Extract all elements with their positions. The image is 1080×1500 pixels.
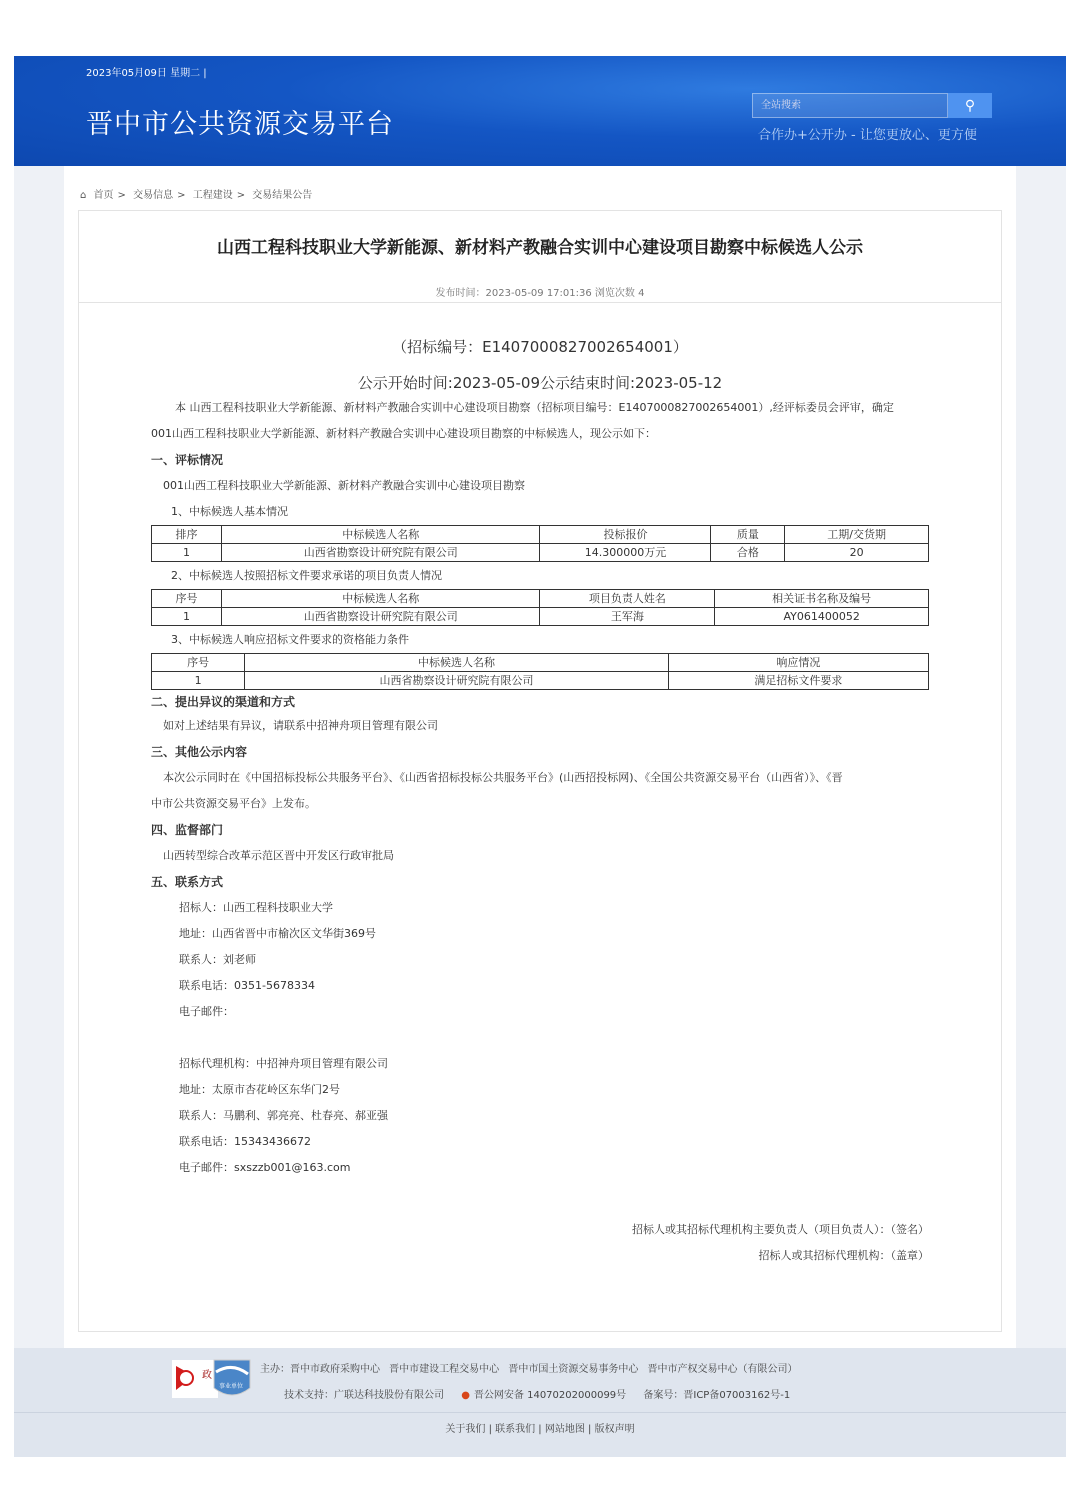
table-header: 中标候选人名称 [245, 654, 668, 672]
table-row [152, 608, 929, 626]
police-emblem-icon: ● [461, 1390, 470, 1401]
contact-line: 联系人：马鹏利、郭亮亮、杜春亮、郝亚强 [179, 1109, 388, 1122]
icp-record[interactable]: 备案号：晋ICP备07003162号-1 [643, 1390, 791, 1401]
link-about[interactable]: 关于我们 [445, 1424, 486, 1435]
table-title: 2、中标候选人按照招标文件要求承诺的项目负责人情况 [171, 569, 442, 582]
article-title: 山西工程科技职业大学新能源、新材料产教融合实训中心建设项目勘察中标候选人公示 [217, 238, 863, 258]
table-title: 1、中标候选人基本情况 [171, 505, 288, 518]
link-copyright[interactable]: 版权声明 [594, 1424, 635, 1435]
table-cell: 合格 [711, 544, 785, 562]
search-button[interactable] [948, 93, 992, 118]
tender-code: （招标编号：E1407000827002654001） [392, 338, 688, 356]
header-banner [14, 56, 1066, 166]
seal-line: 招标人或其招标代理机构：（盖章） [758, 1249, 929, 1262]
signature-line: 招标人或其招标代理机构主要负责人（项目负责人）：（签名） [632, 1223, 929, 1236]
intro-text: 本 山西工程科技职业大学新能源、新材料产教融合实训中心建设项目勘察（招标项目编号：E1407000827002654001）,经评标委员会评审，确定 [175, 401, 894, 414]
contact-line: 联系电话：0351-5678334 [179, 979, 315, 992]
table-header: 项目负责人姓名 [540, 590, 715, 608]
table-header: 排序 [152, 526, 222, 544]
article [78, 210, 1002, 1332]
table-row [152, 672, 929, 690]
content-card [64, 166, 1016, 1348]
contact-line[interactable]: 电子邮件：sxszzb001@163.com [179, 1161, 351, 1174]
section-heading: 五、联系方式 [151, 875, 224, 889]
table-cell: 山西省勘察设计研究院有限公司 [245, 672, 668, 690]
breadcrumb-home[interactable]: 首页 [93, 190, 114, 201]
svg-text:政: 政 [202, 1370, 212, 1381]
table-header: 序号 [152, 590, 222, 608]
search-icon: ⚲ [964, 97, 976, 113]
objection-text: 如对上述结果有异议，请联系中招神舟项目管理有限公司 [163, 719, 438, 732]
manager-table [151, 589, 929, 626]
contact-line: 联系人：刘老师 [179, 953, 256, 966]
table-cell: AY061400052 [715, 608, 929, 626]
table-cell: 山西省勘察设计研究院有限公司 [221, 544, 540, 562]
link-contact[interactable]: 联系我们 [495, 1424, 536, 1435]
table-cell: 1 [152, 672, 245, 690]
table-cell: 1 [152, 544, 222, 562]
contact-line: 联系电话：15343436672 [179, 1135, 311, 1148]
table-title: 3、中标候选人响应招标文件要求的资格能力条件 [171, 633, 409, 646]
section-heading: 三、其他公示内容 [151, 745, 248, 759]
breadcrumb-result[interactable]: 交易结果公告 [252, 190, 313, 201]
search-input[interactable] [752, 93, 948, 118]
supervisor-text: 山西转型综合改革示范区晋中开发区行政审批局 [163, 849, 394, 862]
table-header: 中标候选人名称 [221, 590, 540, 608]
breadcrumb: ⌂ 首页 > 交易信息 > 工程建设 > 交易结果公告 [80, 190, 313, 201]
gov-logo[interactable] [172, 1358, 252, 1402]
notice-period: 公示开始时间:2023-05-09公示结束时间:2023-05-12 [357, 374, 723, 392]
table-header: 响应情况 [668, 654, 928, 672]
divider [14, 1412, 1066, 1413]
link-sitemap[interactable]: 网站地图 [544, 1424, 585, 1435]
footer [14, 1348, 1066, 1457]
table-cell: 20 [785, 544, 929, 562]
slogan: 合作办+公开办 - 让您更放心、更方便 [758, 128, 977, 143]
contact-line: 招标代理机构：中招神舟项目管理有限公司 [179, 1057, 388, 1070]
police-record[interactable]: 晋公网安备 14070202000099号 [473, 1390, 627, 1401]
candidate-table [151, 525, 929, 562]
page-body [14, 166, 1066, 1348]
footer-support [284, 1386, 804, 1401]
project-name: 001山西工程科技职业大学新能源、新材料产教融合实训中心建设项目勘察 [163, 479, 525, 492]
breadcrumb-engineering[interactable]: 工程建设 [192, 190, 233, 201]
table-cell: 1 [152, 608, 222, 626]
article-meta: 发布时间：2023-05-09 17:01:36 浏览次数 4 [435, 288, 645, 299]
table-cell: 满足招标文件要求 [668, 672, 928, 690]
section-heading: 一、评标情况 [151, 453, 224, 467]
svg-text:事业单位: 事业单位 [219, 1383, 244, 1390]
table-cell: 14.300000万元 [540, 544, 711, 562]
table-header: 中标候选人名称 [221, 526, 540, 544]
table-header: 投标报价 [540, 526, 711, 544]
section-heading: 四、监督部门 [151, 823, 224, 837]
table-header: 相关证书名称及编号 [715, 590, 929, 608]
table-header: 序号 [152, 654, 245, 672]
contact-line: 电子邮件： [179, 1005, 234, 1018]
intro-text-2: 001山西工程科技职业大学新能源、新材料产教融合实训中心建设项目勘察的中标候选人，现公示如下： [151, 427, 656, 440]
breadcrumb-trade-info[interactable]: 交易信息 [133, 190, 174, 201]
section-heading: 二、提出异议的渠道和方式 [151, 695, 296, 709]
contact-line: 地址：山西省晋中市榆次区文华街369号 [179, 927, 376, 940]
home-icon: ⌂ [80, 190, 87, 201]
footer-host: 主办：晋中市政府采购中心 晋中市建设工程交易中心 晋中市国土资源交易事务中心 晋中市产权交易中心（有限公司） [260, 1364, 798, 1375]
table-header: 质量 [711, 526, 785, 544]
current-date: 2023年05月09日 星期二 | [86, 68, 207, 79]
table-cell: 王军海 [540, 608, 715, 626]
table-row [152, 544, 929, 562]
site-title[interactable]: 晋中市公共资源交易平台 [86, 109, 394, 140]
qualification-table [151, 653, 929, 690]
contact-line: 招标人：山西工程科技职业大学 [179, 901, 333, 914]
footer-links: 关于我们 | 联系我们 | 网站地图 | 版权声明 [445, 1424, 635, 1435]
site-search [752, 93, 992, 118]
tech-support: 技术支持：广联达科技股份有限公司 [284, 1390, 444, 1401]
table-cell: 山西省勘察设计研究院有限公司 [221, 608, 540, 626]
other-text-2: 中市公共资源交易平台》上发布。 [151, 797, 316, 810]
table-header: 工期/交货期 [785, 526, 929, 544]
other-text: 本次公示同时在《中国招标投标公共服务平台》、《山西省招标投标公共服务平台》(山西招投标网)、《全国公共资源交易平台（山西省）》、《晋 [163, 771, 843, 784]
contact-line: 地址：太原市杏花岭区东华门2号 [179, 1083, 340, 1096]
